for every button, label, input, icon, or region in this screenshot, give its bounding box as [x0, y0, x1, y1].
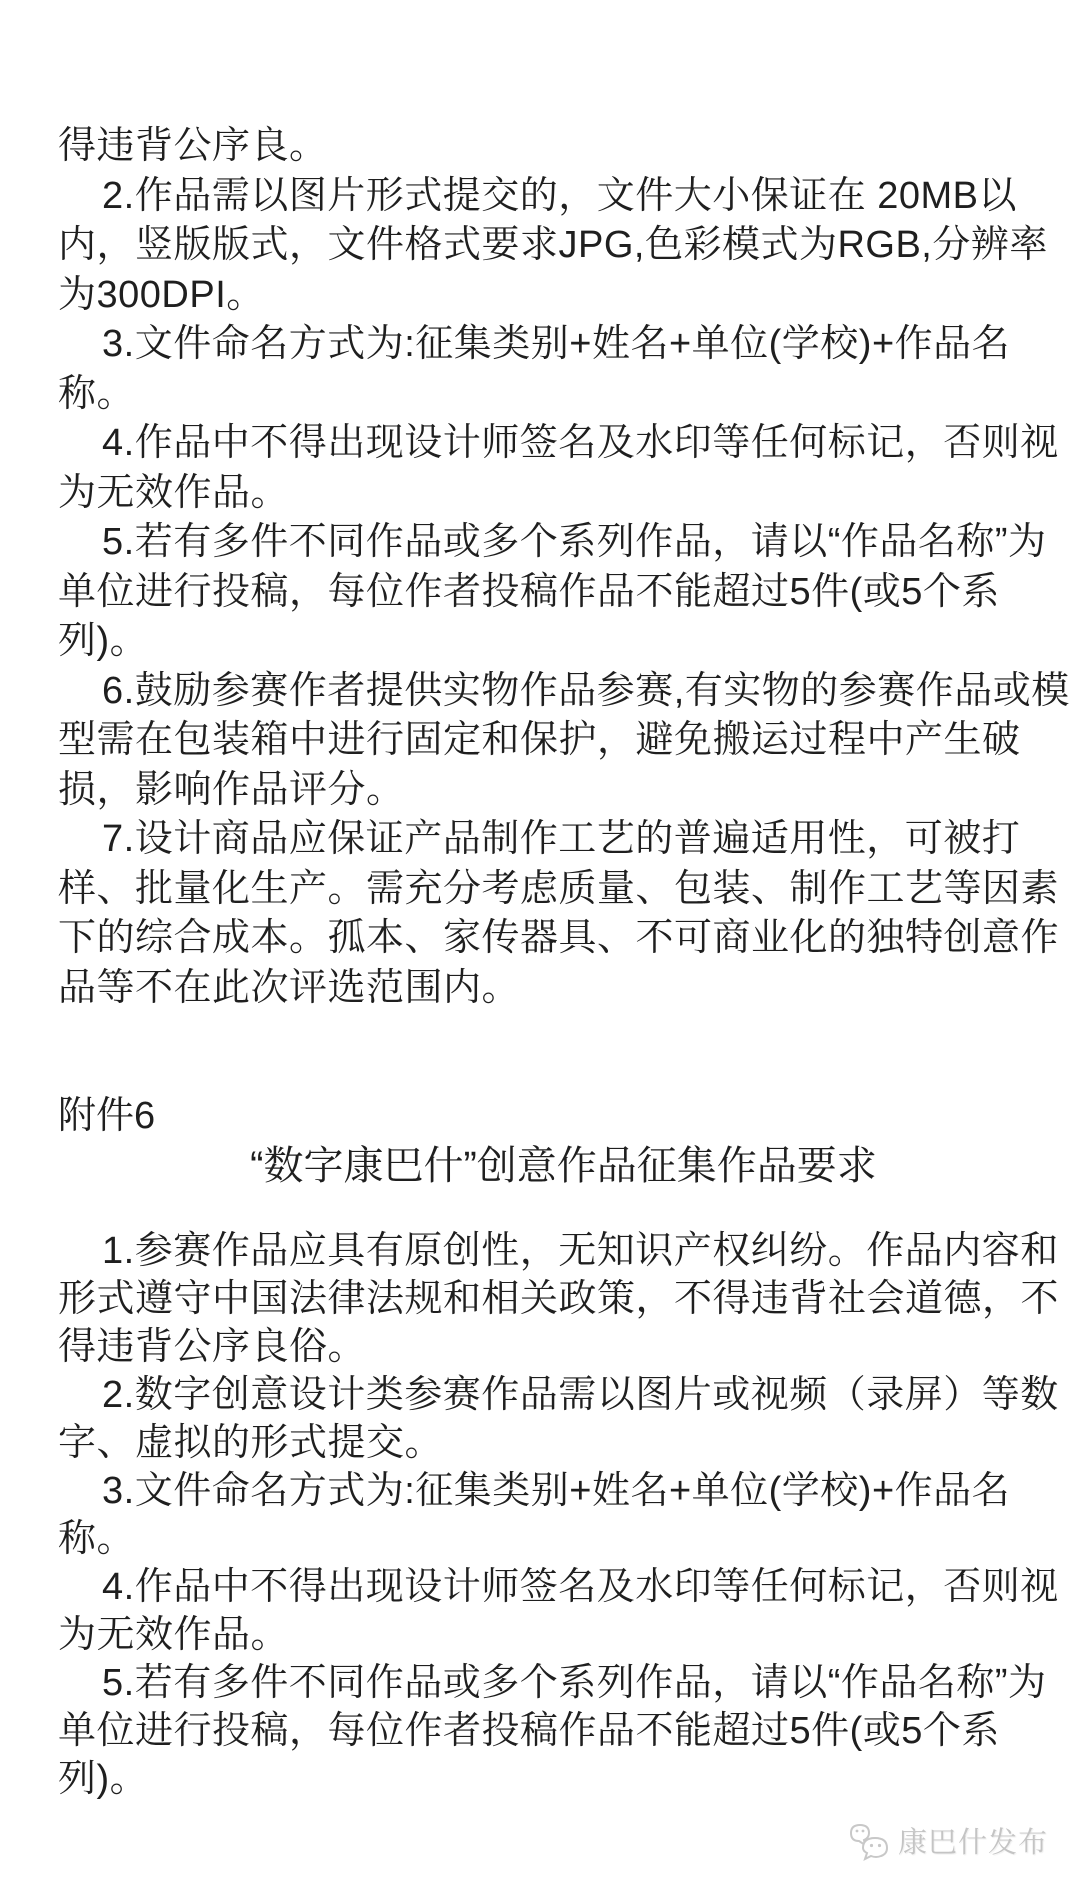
- rule-text-line: 2.数字创意设计类参赛作品需以图片或视频（录屏）等数: [102, 1374, 1059, 1416]
- watermark-text: 康巴什发布: [897, 1827, 1048, 1859]
- rule-text-line: 1.参赛作品应具有原创性，无知识产权纠纷。作品内容和: [102, 1230, 1059, 1272]
- attachment-label: 附件6: [58, 1095, 156, 1137]
- rule-text-line: 内，竖版版式，文件格式要求JPG,色彩模式为RGB,分辨率: [58, 224, 1048, 266]
- rule-text-line: 得违背公序良。: [58, 125, 328, 167]
- rule-text-line: 4.作品中不得出现设计师签名及水印等任何标记，否则视: [102, 1566, 1059, 1608]
- rule-text-line: 为300DPI。: [58, 273, 265, 316]
- rule-text-line: 列)。: [58, 1758, 149, 1800]
- rule-text-line: 型需在包装箱中进行固定和保护，避免搬运过程中产生破: [58, 719, 1021, 761]
- rule-text-line: 为无效作品。: [58, 471, 290, 514]
- rule-text-line: 列)。: [58, 620, 149, 662]
- rule-text-line: 4.作品中不得出现设计师签名及水印等任何标记，否则视: [102, 422, 1059, 464]
- rule-text-line: 损，影响作品评分。: [58, 768, 405, 811]
- wechat-chat-bubbles-icon: [846, 1821, 892, 1861]
- rule-text-line: 单位进行投稿，每位作者投稿作品不能超过5件(或5个系: [58, 1710, 1000, 1752]
- rule-text-line: 形式遵守中国法律法规和相关政策，不得违背社会道德，不: [58, 1278, 1060, 1320]
- rule-text-line: 字、虚拟的形式提交。: [58, 1422, 444, 1464]
- rule-text-line: 下的综合成本。孤本、家传器具、不可商业化的独特创意作: [58, 917, 1060, 959]
- rule-text-line: 5.若有多件不同作品或多个系列作品，请以“作品名称”为: [102, 521, 1047, 563]
- rule-text-line: 5.若有多件不同作品或多个系列作品，请以“作品名称”为: [102, 1662, 1047, 1704]
- rule-text-line: 为无效作品。: [58, 1614, 290, 1656]
- rule-text-line: 3.文件命名方式为:征集类别+姓名+单位(学校)+作品名: [102, 323, 1011, 365]
- section-print-submission-rules: [58, 122, 1070, 1013]
- rule-text-line: 称。: [58, 1518, 136, 1560]
- rule-text-line: 得违背公序良俗。: [58, 1326, 367, 1368]
- rule-text-line: 3.文件命名方式为:征集类别+姓名+单位(学校)+作品名: [102, 1470, 1011, 1512]
- rule-text-line: 6.鼓励参赛作者提供实物作品参赛,有实物的参赛作品或模: [102, 669, 1070, 712]
- watermark: [846, 1820, 1048, 1861]
- rule-text-line: 品等不在此次评选范围内。: [58, 966, 521, 1009]
- rule-text-line: 7.设计商品应保证产品制作工艺的普遍适用性，可被打: [102, 818, 1021, 860]
- rule-text-line: 2.作品需以图片形式提交的，文件大小保证在 20MB以: [102, 174, 1018, 217]
- attachment-title: “数字康巴什”创意作品征集作品要求: [250, 1143, 877, 1188]
- section-digital-submission-rules: [58, 1227, 1060, 1803]
- rule-text-line: 单位进行投稿，每位作者投稿作品不能超过5件(或5个系: [58, 570, 1000, 613]
- rule-text-line: 称。: [58, 372, 136, 415]
- rule-text-line: 样、批量化生产。需充分考虑质量、包装、制作工艺等因素: [58, 867, 1060, 910]
